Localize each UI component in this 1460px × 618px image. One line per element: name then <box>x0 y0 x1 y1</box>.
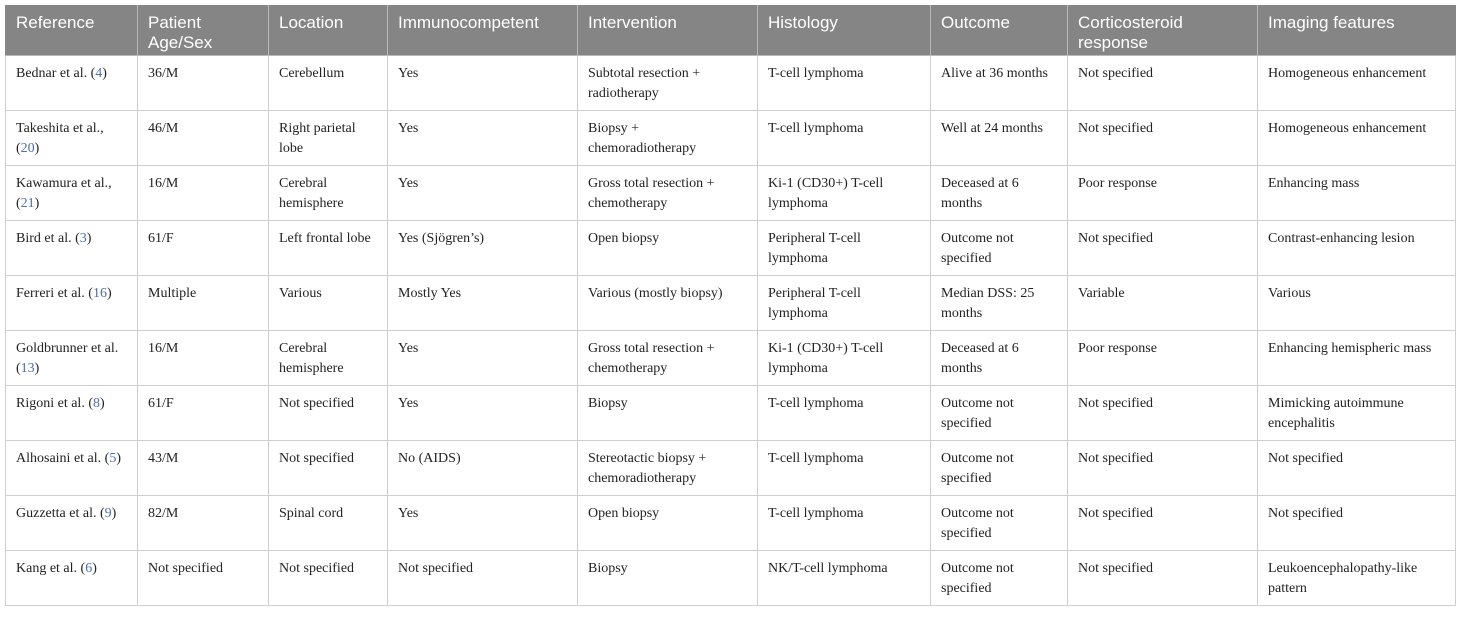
header-outcome: Outcome <box>931 5 1068 55</box>
intervention-cell: Biopsy <box>578 550 758 605</box>
citation-link[interactable]: 8 <box>93 395 100 411</box>
corticosteroid-cell: Not specified <box>1068 495 1258 550</box>
outcome-cell: Outcome not specified <box>931 385 1068 440</box>
location-cell: Not specified <box>269 385 388 440</box>
histology-cell: NK/T-cell lymphoma <box>758 550 931 605</box>
location-cell: Not specified <box>269 550 388 605</box>
citation-link[interactable]: 21 <box>20 195 35 211</box>
age-sex-cell: 61/F <box>138 385 269 440</box>
histology-cell: Peripheral T-cell lymphoma <box>758 275 931 330</box>
reference-cell: Alhosaini et al. (5) <box>6 440 138 495</box>
location-cell: Cerebral hemisphere <box>269 330 388 385</box>
histology-cell: Peripheral T-cell lymphoma <box>758 220 931 275</box>
histology-cell: T-cell lymphoma <box>758 385 931 440</box>
citation-link[interactable]: 5 <box>109 450 117 466</box>
outcome-cell: Deceased at 6 months <box>931 330 1068 385</box>
intervention-cell: Subtotal resection + radiotherapy <box>578 55 758 110</box>
immunocompetent-cell: Yes <box>388 495 578 550</box>
outcome-cell: Outcome not specified <box>931 220 1068 275</box>
imaging-cell: Contrast-enhancing lesion <box>1258 220 1456 275</box>
citation-link[interactable]: 4 <box>95 65 103 81</box>
immunocompetent-cell: Yes (Sjögren’s) <box>388 220 578 275</box>
intervention-cell: Gross total resection + chemotherapy <box>578 330 758 385</box>
immunocompetent-cell: Yes <box>388 165 578 220</box>
header-imaging-features: Imaging features <box>1258 5 1456 55</box>
header-intervention: Intervention <box>578 5 758 55</box>
imaging-cell: Not specified <box>1258 495 1456 550</box>
histology-cell: Ki-1 (CD30+) T-cell lymphoma <box>758 165 931 220</box>
citation-link[interactable]: 13 <box>20 360 35 376</box>
immunocompetent-cell: Not specified <box>388 550 578 605</box>
table-row <box>6 385 1456 440</box>
immunocompetent-cell: Yes <box>388 330 578 385</box>
header-patient-age-sex: Patient Age/Sex <box>138 5 269 55</box>
outcome-cell: Alive at 36 months <box>931 55 1068 110</box>
histology-cell: Ki-1 (CD30+) T-cell lymphoma <box>758 330 931 385</box>
reference-cell: Rigoni et al. (8) <box>6 385 138 440</box>
immunocompetent-cell: Mostly Yes <box>388 275 578 330</box>
citation-link[interactable]: 16 <box>92 285 107 301</box>
corticosteroid-cell: Not specified <box>1068 440 1258 495</box>
age-sex-cell: 16/M <box>138 330 269 385</box>
location-cell: Cerebral hemisphere <box>269 165 388 220</box>
reference-cell: Ferreri et al. (16) <box>6 275 138 330</box>
header-immunocompetent: Immunocompetent <box>388 5 578 55</box>
immunocompetent-cell: Yes <box>388 110 578 165</box>
intervention-cell: Open biopsy <box>578 495 758 550</box>
corticosteroid-cell: Not specified <box>1068 385 1258 440</box>
reference-cell: Takeshita et al., (20) <box>6 110 138 165</box>
outcome-cell: Deceased at 6 months <box>931 165 1068 220</box>
corticosteroid-cell: Not specified <box>1068 55 1258 110</box>
table-row <box>6 165 1456 220</box>
corticosteroid-cell: Not specified <box>1068 110 1258 165</box>
header-location: Location <box>269 5 388 55</box>
reference-cell: Kang et al. (6) <box>6 550 138 605</box>
intervention-cell: Various (mostly biopsy) <box>578 275 758 330</box>
outcome-cell: Outcome not specified <box>931 495 1068 550</box>
immunocompetent-cell: Yes <box>388 55 578 110</box>
reference-cell: Bednar et al. (4) <box>6 55 138 110</box>
imaging-cell: Homogeneous enhancement <box>1258 55 1456 110</box>
corticosteroid-cell: Poor response <box>1068 165 1258 220</box>
immunocompetent-cell: Yes <box>388 385 578 440</box>
age-sex-cell: Not specified <box>138 550 269 605</box>
histology-cell: T-cell lymphoma <box>758 110 931 165</box>
location-cell: Various <box>269 275 388 330</box>
age-sex-cell: 46/M <box>138 110 269 165</box>
header-histology: Histology <box>758 5 931 55</box>
corticosteroid-cell: Variable <box>1068 275 1258 330</box>
table-row <box>6 55 1456 110</box>
intervention-cell: Biopsy <box>578 385 758 440</box>
age-sex-cell: 36/M <box>138 55 269 110</box>
table-row <box>6 330 1456 385</box>
lymphoma-case-table <box>5 5 1456 606</box>
table-row <box>6 275 1456 330</box>
header-reference: Reference <box>6 5 138 55</box>
intervention-cell: Biopsy + chemoradiotherapy <box>578 110 758 165</box>
reference-cell: Goldbrunner et al. (13) <box>6 330 138 385</box>
citation-link[interactable]: 20 <box>20 140 35 156</box>
outcome-cell: Outcome not specified <box>931 440 1068 495</box>
location-cell: Cerebellum <box>269 55 388 110</box>
corticosteroid-cell: Not specified <box>1068 220 1258 275</box>
age-sex-cell: 82/M <box>138 495 269 550</box>
imaging-cell: Not specified <box>1258 440 1456 495</box>
imaging-cell: Enhancing hemispheric mass <box>1258 330 1456 385</box>
reference-cell: Guzzetta et al. (9) <box>6 495 138 550</box>
age-sex-cell: 43/M <box>138 440 269 495</box>
header-corticosteroid-response: Corticosteroid response <box>1068 5 1258 55</box>
outcome-cell: Outcome not specified <box>931 550 1068 605</box>
immunocompetent-cell: No (AIDS) <box>388 440 578 495</box>
histology-cell: T-cell lymphoma <box>758 495 931 550</box>
outcome-cell: Well at 24 months <box>931 110 1068 165</box>
table-row <box>6 495 1456 550</box>
imaging-cell: Leukoencephalopathy-like pattern <box>1258 550 1456 605</box>
citation-link[interactable]: 9 <box>104 505 112 521</box>
imaging-cell: Enhancing mass <box>1258 165 1456 220</box>
citation-link[interactable]: 6 <box>85 560 93 576</box>
reference-cell: Bird et al. (3) <box>6 220 138 275</box>
table-row <box>6 110 1456 165</box>
imaging-cell: Various <box>1258 275 1456 330</box>
location-cell: Not specified <box>269 440 388 495</box>
age-sex-cell: Multiple <box>138 275 269 330</box>
location-cell: Left frontal lobe <box>269 220 388 275</box>
corticosteroid-cell: Not specified <box>1068 550 1258 605</box>
location-cell: Right parietal lobe <box>269 110 388 165</box>
citation-link[interactable]: 3 <box>79 230 87 246</box>
table-row <box>6 550 1456 605</box>
age-sex-cell: 16/M <box>138 165 269 220</box>
imaging-cell: Mimicking autoimmune encephalitis <box>1258 385 1456 440</box>
histology-cell: T-cell lymphoma <box>758 440 931 495</box>
outcome-cell: Median DSS: 25 months <box>931 275 1068 330</box>
age-sex-cell: 61/F <box>138 220 269 275</box>
intervention-cell: Gross total resection + chemotherapy <box>578 165 758 220</box>
histology-cell: T-cell lymphoma <box>758 55 931 110</box>
header-row <box>6 5 1456 55</box>
location-cell: Spinal cord <box>269 495 388 550</box>
table-row <box>6 440 1456 495</box>
intervention-cell: Stereotactic biopsy + chemoradiotherapy <box>578 440 758 495</box>
imaging-cell: Homogeneous enhancement <box>1258 110 1456 165</box>
reference-cell: Kawamura et al., (21) <box>6 165 138 220</box>
corticosteroid-cell: Poor response <box>1068 330 1258 385</box>
table-row <box>6 220 1456 275</box>
intervention-cell: Open biopsy <box>578 220 758 275</box>
